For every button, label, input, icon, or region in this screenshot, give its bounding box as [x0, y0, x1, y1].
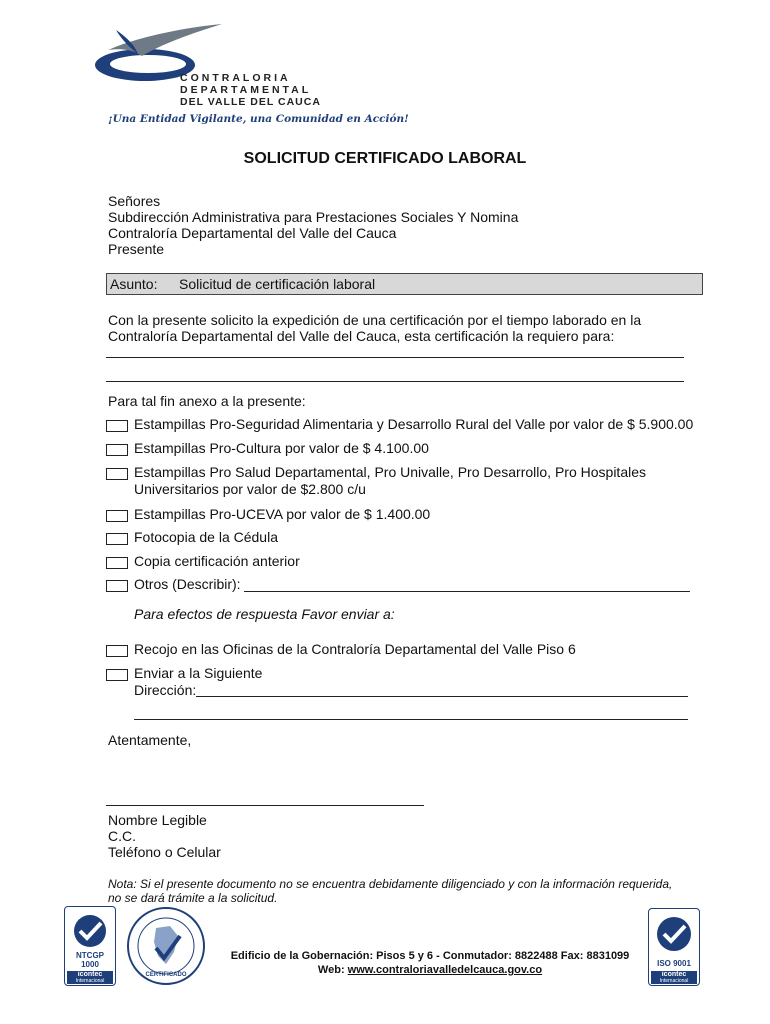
badge-text: 1000	[81, 960, 99, 969]
option-label: Estampillas Pro-UCEVA por valor de $ 1.400.00	[134, 506, 431, 522]
checkbox-pro-uceva[interactable]	[106, 510, 128, 522]
addressee-line: Subdirección Administrativa para Prestaciones Sociales Y Nomina	[108, 209, 519, 225]
direccion-label: Dirección:	[134, 682, 197, 698]
footer-web	[0, 964, 770, 976]
icontec-check-icon	[649, 913, 699, 955]
badge-sub: Internacional	[659, 978, 689, 984]
option-label: Recojo en las Oficinas de la Contraloría Departamental del Valle Piso 6	[134, 641, 576, 657]
otros-field-line[interactable]	[244, 591, 690, 592]
checkbox-recojo-oficinas[interactable]	[106, 645, 128, 657]
checkbox-copia-certificacion[interactable]	[106, 557, 128, 569]
icontec-check-icon	[65, 911, 115, 951]
note-line: Nota: Si el presente documento no se encuentra debidamente diligenciado y con la información requerida,	[108, 877, 673, 891]
subject-label: Asunto:	[110, 276, 158, 292]
option-label: Copia certificación anterior	[134, 553, 300, 569]
farewell: Atentamente,	[108, 732, 192, 748]
checkbox-pro-salud[interactable]	[106, 468, 128, 480]
checkbox-seguridad-alimentaria[interactable]	[106, 420, 128, 432]
option-label: Universitarios por valor de $2.800 c/u	[134, 481, 366, 497]
badge-brand: icontec	[77, 971, 103, 978]
checkbox-enviar-direccion[interactable]	[106, 669, 128, 681]
addressee-line: Señores	[108, 193, 161, 209]
signature-id-label: C.C.	[108, 828, 136, 844]
page-title: SOLICITUD CERTIFICADO LABORAL	[243, 150, 527, 167]
signature-line[interactable]	[106, 805, 424, 806]
footer-web-link[interactable]: www.contraloriavalledelcauca.gov.co	[347, 964, 543, 976]
subject-text: Solicitud de certificación laboral	[179, 276, 376, 292]
option-label: Otros (Describir):	[134, 576, 241, 592]
addressee-line: Contraloría Departamental del Valle del Cauca	[108, 225, 397, 241]
option-label: Fotocopia de la Cédula	[134, 529, 278, 545]
subject-box	[106, 273, 703, 295]
signature-phone-label: Teléfono o Celular	[108, 844, 221, 860]
annex-intro: Para tal fin anexo a la presente:	[108, 393, 306, 409]
badge-text: NTCGP	[76, 951, 104, 960]
note-line: no se dará trámite a la solicitud.	[108, 891, 278, 905]
purpose-field-line[interactable]	[106, 381, 684, 382]
checkbox-otros[interactable]	[106, 580, 128, 592]
badge-brand: icontec	[661, 971, 687, 978]
body-line: Contraloría Departamental del Valle del Cauca, esta certificación la requiero para:	[108, 328, 615, 344]
motto: ¡Una Entidad Vigilante, una Comunidad en Acción!	[108, 113, 409, 125]
logo-org-line3: DEL VALLE DEL CAUCA	[180, 96, 321, 108]
checkbox-pro-cultura[interactable]	[106, 444, 128, 456]
response-intro: Para efectos de respuesta Favor enviar a:	[134, 606, 395, 622]
direccion-field-line[interactable]	[196, 696, 688, 697]
seal-text: CERTIFICADO	[145, 972, 187, 978]
badge-text: ISO 9001	[657, 959, 691, 968]
footer-address: Edificio de la Gobernación: Pisos 5 y 6 - Conmutador: 8822488 Fax: 8831099	[230, 950, 630, 962]
option-label: Estampillas Pro Salud Departamental, Pro Univalle, Pro Desarrollo, Pro Hospitales	[134, 464, 646, 480]
body-line: Con la presente solicito la expedición de una certificación por el tiempo laborado en la	[108, 312, 642, 328]
logo-org-line2: DEPARTAMENTAL	[180, 84, 312, 96]
checkbox-fotocopia-cedula[interactable]	[106, 533, 128, 545]
direccion-field-line[interactable]	[134, 719, 688, 720]
option-label: Estampillas Pro-Seguridad Alimentaria y Desarrollo Rural del Valle por valor de $ 5.900.00	[134, 416, 694, 432]
logo-org-line1: CONTRALORIA	[180, 72, 291, 84]
signature-name-label: Nombre Legible	[108, 812, 207, 828]
footer-web-label: Web:	[317, 964, 348, 976]
option-label: Estampillas Pro-Cultura por valor de $ 4.100.00	[134, 440, 429, 456]
addressee-line: Presente	[108, 241, 165, 257]
purpose-field-line[interactable]	[106, 357, 684, 358]
option-label: Enviar a la Siguiente	[134, 665, 263, 681]
badge-sub: Internacional	[75, 978, 105, 984]
